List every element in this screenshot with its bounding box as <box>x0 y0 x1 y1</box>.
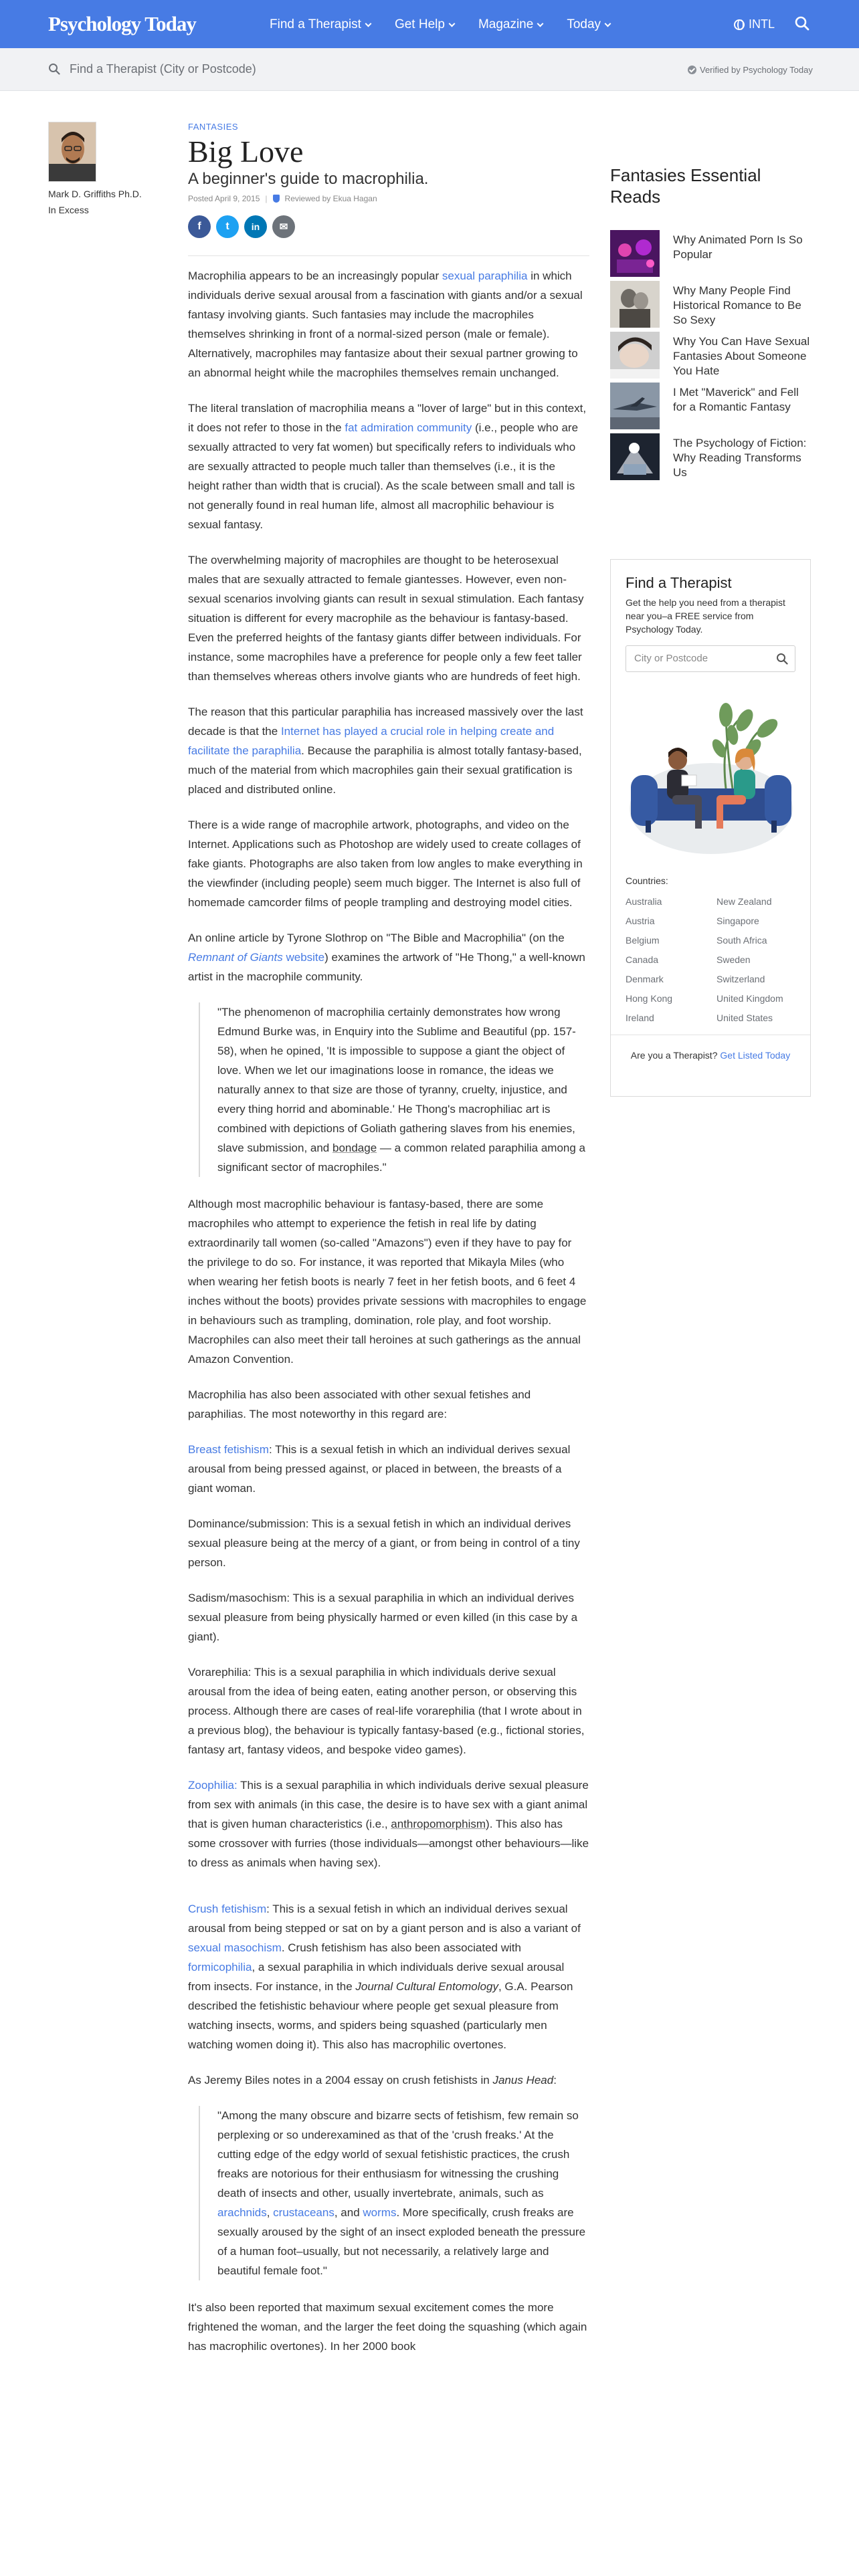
link-remnant-of-giants[interactable]: Remnant of Giants website <box>188 951 325 964</box>
facebook-share-button[interactable]: f <box>188 215 211 238</box>
top-nav <box>0 0 859 48</box>
essential-read-item[interactable]: Why Animated Porn Is So Popular <box>610 230 811 281</box>
link-zoophilia[interactable]: Zoophilia: <box>188 1779 237 1792</box>
find-therapist-title: Find a Therapist <box>626 574 732 591</box>
essential-reads-title: Fantasies Essential Reads <box>610 165 761 207</box>
essential-read-item[interactable]: The Psychology of Fiction: Why Reading Transforms Us <box>610 433 811 484</box>
author-avatar[interactable] <box>48 122 96 182</box>
link-anthropomorphism[interactable]: anthropomorphism <box>391 1818 486 1830</box>
therapist-cta: Are you a Therapist? Get Listed Today <box>630 1050 791 1061</box>
essential-read-item[interactable]: Why You Can Have Sexual Fantasies About Someone You Hate <box>610 332 811 383</box>
article-category[interactable]: FANTASIES <box>188 122 239 132</box>
article-subtitle: A beginner's guide to macrophilia. <box>188 170 429 188</box>
paragraph: Vorarephilia: This is a sexual paraphilia in which individuals derive sexual arousal from the idea of being eaten, eating another person, or observing this process. Although there are cases of real-life vorarephilia (that I wrote about in a previous blog), the behaviour is typically fantasy-based (e.g., fictional stories, fantasy art, fantasy videos, and bespoke video games). <box>188 1666 585 1756</box>
search-icon[interactable] <box>795 16 809 31</box>
paragraph: As Jeremy Biles notes in a 2004 essay on crush fetishists in Janus Head: <box>188 2074 557 2086</box>
link-worms[interactable]: worms <box>363 2206 397 2219</box>
country-link[interactable]: New Zealand <box>717 896 772 907</box>
nav-today[interactable]: Today <box>567 17 610 32</box>
paragraph: There is a wide range of macrophile artwork, photographs, and video on the Internet. Applications such as Photoshop are widely used to create collages of fake giants. Photographs are also taken from low angles to make everything in the viewfinder (including people) seem much bigger. The Internet is also full of homemade camcorder films of people trampling and destroying model cities. <box>188 819 583 909</box>
country-link[interactable]: Denmark <box>626 974 664 984</box>
link-crush-fetishism[interactable]: Crush fetishism <box>188 1903 267 1915</box>
country-link[interactable]: Australia <box>626 896 662 907</box>
link-sexual-masochism[interactable]: sexual masochism <box>188 1941 282 1954</box>
paragraph: The literal translation of macrophilia means a "lover of large" but in this context, it does not refer to those in the fat admiration community (i.e., people who are sexually attracted to very fat women) but specifically refers to individuals who are sexually attracted to people much taller than themselves (i.e., it is the height rather than width that is crucial). As the scale between small and tall is not generally found in real human life, almost all macrophilic behaviour is sexual fantasy. <box>188 402 587 531</box>
essential-reads-list <box>610 230 811 484</box>
chevron-down-icon <box>605 20 611 27</box>
essential-read-item[interactable]: I Met "Maverick" and Fell for a Romantic Fantasy <box>610 383 811 433</box>
country-link[interactable]: Belgium <box>626 935 660 946</box>
essential-read-thumbnail <box>610 230 660 277</box>
shield-icon <box>273 195 280 203</box>
author-photo <box>49 122 96 182</box>
chevron-down-icon <box>448 20 455 27</box>
link-internet-role[interactable]: Internet has played a crucial role in helping create and facilitate the paraphilia <box>188 725 555 757</box>
header-divider <box>188 255 589 256</box>
paragraph: Zoophilia: This is a sexual paraphilia in which individuals derive sexual pleasure from sex with animals (in this case, the desire is to have sex with a giant animal that is given human characteristics (i.e., anthropomorphism). This also has some crossover with furries (those individuals—amongst other behaviours—like to dress as animals when having sex). <box>188 1779 589 1869</box>
country-link[interactable]: Ireland <box>626 1012 654 1023</box>
essential-read-thumbnail <box>610 332 660 379</box>
therapy-illustration <box>626 688 797 855</box>
email-share-button[interactable]: ✉ <box>272 215 295 238</box>
globe-icon <box>734 19 745 30</box>
therapist-search-input[interactable]: Find a Therapist (City or Postcode) <box>70 62 256 76</box>
essential-read-item[interactable]: Why Many People Find Historical Romance to Be So Sexy <box>610 281 811 332</box>
blockquote: "Among the many obscure and bizarre sects of fetishism, few remain so perplexing or so underexamined as that of the 'crush freaks.' At the cutting edge of the edgy world of sexual fetishistic practices, the crush freaks are notorious for their enthusiasm for witnessing the crushing death of insects and other, usually invertebrate, animals, such as arachnids, crustaceans, and worms. More specifically, crush freaks are sexually aroused by the sight of an insect exploded beneath the pressure of a human foot–usually, but not necessarily, a relatively large and beautiful female foot." <box>199 2106 589 2280</box>
country-link[interactable]: South Africa <box>717 935 767 946</box>
country-link[interactable]: Switzerland <box>717 974 765 984</box>
country-link[interactable]: Sweden <box>717 954 751 965</box>
reviewed-by[interactable]: Reviewed by Ekua Hagan <box>284 194 377 203</box>
linkedin-share-button[interactable]: in <box>244 215 267 238</box>
paragraph: Although most macrophilic behaviour is fantasy-based, there are some macrophiles who attempt to experience the fetish in real life by dating extraordinarily tall women (so-called "Amazons") even if they have to pay for the privilege to do so. For instance, it was reported that Mikayla Miles (who when wearing her fetish boots is nearly 7 feet in her fetish boots, and 6 feet 4 inches without the boots) provides private sessions with macrophiles to engage in behaviours such as trampling, domination, role play, and foot worship. Macrophiles can also meet their tall heroines at such gatherings as the annual Amazon Convention. <box>188 1198 587 1366</box>
country-link[interactable]: United Kingdom <box>717 993 783 1004</box>
city-postcode-input[interactable]: City or Postcode <box>626 645 795 672</box>
get-listed-link[interactable]: Get Listed Today <box>720 1050 791 1061</box>
search-icon[interactable] <box>776 653 788 665</box>
country-link[interactable]: Canada <box>626 954 659 965</box>
paragraph: It's also been reported that maximum sexual excitement comes the more frightened the woman, and the larger the feet doing the squashing (which again has macrophilic overtones). In her 2000 book <box>188 2301 587 2353</box>
check-circle-icon <box>688 66 696 74</box>
country-link[interactable]: Austria <box>626 916 655 926</box>
link-bondage[interactable]: bondage <box>332 1142 377 1154</box>
nav-magazine[interactable]: Magazine <box>478 17 543 32</box>
paragraph: Breast fetishism: This is a sexual fetish in which an individual derives sexual arousal from being pressed against, or placed in between, the breasts of a giant woman. <box>188 1443 571 1495</box>
article-meta <box>188 194 377 203</box>
country-link[interactable]: Hong Kong <box>626 993 673 1004</box>
link-sexual-paraphilia[interactable]: sexual paraphilia <box>442 270 528 282</box>
country-link[interactable]: Singapore <box>717 916 759 926</box>
blockquote: "The phenomenon of macrophilia certainly demonstrates how wrong Edmund Burke was, in Enquiry into the Sublime and Beautiful (pp. 157-58), when he opined, 'It is impossible to suppose a giant the object of love. When we let our imaginations loose in romance, the ideas we naturally annex to that size are those of tyranny, cruelty, injustice, and every thing horrid and abominable.' He Thong's macrophiliac art is combined with depictions of Goliath gathering slaves from his enemies, slave submission, and bondage — a common related paraphilia among a significant sector of macrophiles." <box>199 1002 589 1177</box>
twitter-share-button[interactable]: t <box>216 215 239 238</box>
find-therapist-description: Get the help you need from a therapist near you–a FREE service from Psychology Today. <box>626 597 785 635</box>
paragraph: Macrophilia appears to be an increasingly popular sexual paraphilia in which individuals derive sexual arousal from a fascination with giants and/or a sexual fantasy involving giants. Such fantasies may include the macrophiles themselves shrinking in front of a normal-sized person (male or female). Alternatively, macrophiles may fantasize about their sexual partner growing to an abnormal height while the macrophiles themselves remain unchanged. <box>188 270 583 379</box>
nav-menu <box>270 17 610 32</box>
chevron-down-icon <box>537 20 544 27</box>
countries-label: Countries: <box>626 875 668 886</box>
meta-divider: | <box>265 194 268 203</box>
paragraph: Dominance/submission: This is a sexual fetish in which an individual derives sexual pleasure being at the mercy of a giant, or from being in control of a tiny person. <box>188 1517 580 1569</box>
paragraph: Macrophilia has also been associated with other sexual fetishes and paraphilias. The most noteworthy in this regard are: <box>188 1388 531 1420</box>
essential-read-thumbnail <box>610 433 660 480</box>
paragraph: Crush fetishism: This is a sexual fetish in which an individual derives sexual arousal from being stepped or sat on by a giant person and is also a variant of sexual masochism. Crush fetishism has also been associated with formicophilia, a sexual paraphilia in which individuals derive sexual arousal from insects. For instance, in the Journal Cultural Entomology, G.A. Pearson described the fetishistic behaviour where people get sexual pleasure from watching insects, worms, and spiders being squashed (particularly men watching women doing it). This also has macrophilic overtones. <box>188 1903 581 2051</box>
link-arachnids[interactable]: arachnids <box>217 2206 267 2219</box>
verified-badge: Verified by Psychology Today <box>688 65 813 75</box>
author-name[interactable]: Mark D. Griffiths Ph.D. <box>48 189 142 199</box>
search-icon <box>48 63 60 75</box>
link-crustaceans[interactable]: crustaceans <box>273 2206 335 2219</box>
share-buttons <box>188 215 295 238</box>
essential-read-thumbnail <box>610 383 660 429</box>
country-link[interactable]: United States <box>717 1012 773 1023</box>
nav-get-help[interactable]: Get Help <box>395 17 454 32</box>
countries-list <box>626 894 799 1026</box>
therapist-search-bar <box>0 48 859 91</box>
article-title: Big Love <box>188 134 304 169</box>
paragraph: The reason that this particular paraphilia has increased massively over the last decade is that the Internet has played a crucial role in helping create and facilitate the paraphilia. Because the paraphilia is almost totally fantasy-based, much of the material from which macrophiles gain their sexual gratification is placed and distributed online. <box>188 706 583 796</box>
chevron-down-icon <box>365 20 372 27</box>
posted-date: Posted April 9, 2015 <box>188 194 260 203</box>
essential-read-thumbnail <box>610 281 660 328</box>
nav-find-therapist[interactable]: Find a Therapist <box>270 17 371 32</box>
author-blog-name[interactable]: In Excess <box>48 205 89 215</box>
intl-selector[interactable]: INTL <box>734 17 775 31</box>
paragraph: The overwhelming majority of macrophiles are thought to be heterosexual males that are sexually attracted to female giantesses. However, even non-sexual scenarios involving giants can result in sexual stimulation. Each fantasy situation is different for every macrophile as the behaviour is fantasy-based. Even the preferred heights of the fantasy giants differ between individuals. For instance, some macrophiles have a preference for people only a few feet taller than themselves whereas others involve giants who are hundreds of feet high. <box>188 554 584 683</box>
find-therapist-widget <box>610 559 811 1097</box>
link-breast-fetishism[interactable]: Breast fetishism <box>188 1443 269 1456</box>
link-formicophilia[interactable]: formicophilia <box>188 1961 252 1973</box>
paragraph: An online article by Tyrone Slothrop on "The Bible and Macrophilia" (on the Remnant of Giants website) examines the artwork of "He Thong," a well-known artist in the macrophile community. <box>188 932 585 983</box>
paragraph: Sadism/masochism: This is a sexual paraphilia in which an individual derives sexual pleasure from being physically harmed or even killed (in this case by a giant). <box>188 1592 578 1643</box>
site-logo[interactable]: Psychology Today <box>48 12 196 35</box>
link-fat-admiration[interactable]: fat admiration community <box>345 421 472 434</box>
article-body <box>188 266 589 2372</box>
